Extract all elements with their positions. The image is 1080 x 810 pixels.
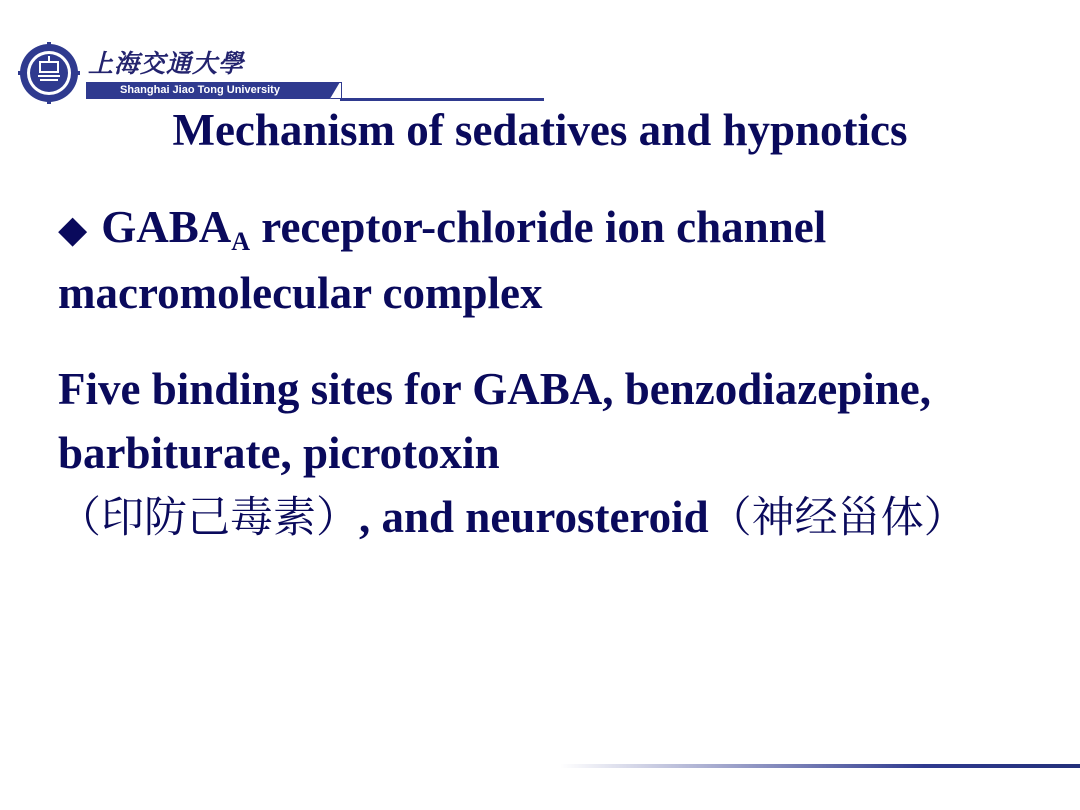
university-emblem-icon xyxy=(18,42,80,104)
bullet-paragraph xyxy=(58,195,1048,325)
university-name-en: Shanghai Jiao Tong University xyxy=(120,84,280,96)
footer-rule xyxy=(560,764,1080,768)
diamond-bullet-icon: ◆ xyxy=(58,207,88,251)
gaba-subscript: A xyxy=(231,227,251,256)
neurosteroid-text: , and neurosteroid xyxy=(359,492,709,542)
binding-sites-paragraph xyxy=(58,357,1048,550)
slide-title: Mechanism of sedatives and hypnotics xyxy=(172,105,908,155)
gaba-label: GABA xyxy=(101,202,232,252)
neurosteroid-cn: （神经甾体） xyxy=(708,493,967,543)
header-rule xyxy=(340,98,544,101)
university-name-cn: 上海交通大學 xyxy=(88,49,245,78)
receptor-complex-text: receptor-chloride ion channel macromolecular complex xyxy=(58,202,827,318)
binding-sites-text: Five binding sites for GABA, benzodiazepine, barbiturate, picrotoxin xyxy=(58,364,931,478)
picrotoxin-cn: （印防己毒素） xyxy=(58,493,359,543)
